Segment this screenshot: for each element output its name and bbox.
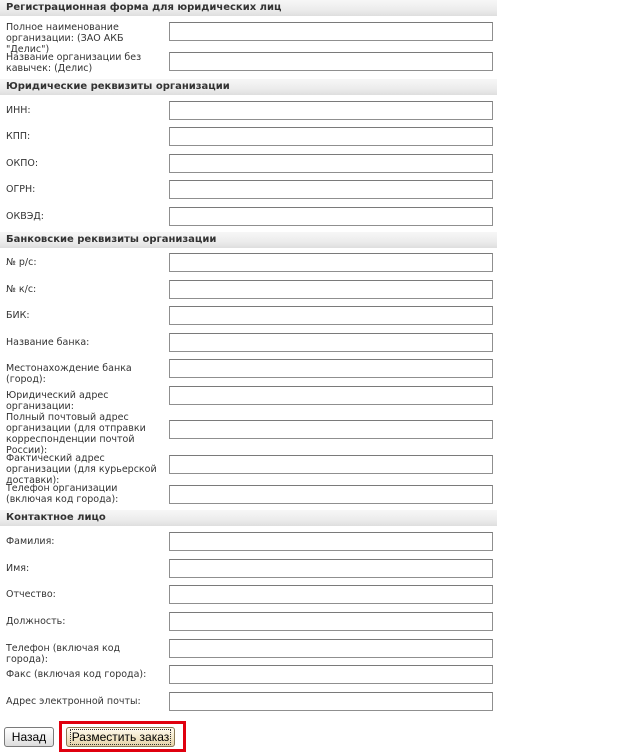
- label-legal-address: Юридический адрес организации:: [6, 390, 109, 412]
- label-postal-address: Полный почтовый адрес организации (для отправки корреспонденции почтой России):: [6, 412, 146, 456]
- label-okpo: ОКПО:: [6, 158, 39, 169]
- corr-account-input[interactable]: [169, 280, 493, 299]
- full-name-input[interactable]: [169, 22, 493, 41]
- label-actual-address: Фактический адрес организации (для курьерской доставки):: [6, 453, 157, 486]
- label-position: Должность:: [6, 616, 66, 627]
- position-input[interactable]: [169, 612, 493, 631]
- actual-address-input[interactable]: [169, 455, 493, 474]
- ogrn-input[interactable]: [169, 180, 493, 199]
- section-header-contact: Контактное лицо: [0, 510, 497, 526]
- patronymic-input[interactable]: [169, 585, 493, 604]
- label-org-phone: Телефон организации (включая код города):: [6, 483, 119, 505]
- fax-input[interactable]: [169, 665, 493, 684]
- label-account: № р/с:: [6, 257, 37, 268]
- label-short-name: Название организации без кавычек: (Делис): [6, 52, 142, 74]
- email-input[interactable]: [169, 692, 493, 711]
- label-first-name: Имя:: [6, 563, 30, 574]
- short-name-input[interactable]: [169, 52, 493, 71]
- phone-input[interactable]: [169, 639, 493, 658]
- section-header-registration: Регистрационная форма для юридических лиц: [0, 0, 497, 16]
- legal-address-input[interactable]: [169, 386, 493, 405]
- account-input[interactable]: [169, 253, 493, 272]
- label-corr-account: № к/с:: [6, 284, 37, 295]
- last-name-input[interactable]: [169, 532, 493, 551]
- label-bank-name: Название банка:: [6, 337, 90, 348]
- kpp-input[interactable]: [169, 127, 493, 146]
- inn-input[interactable]: [169, 101, 493, 120]
- label-okved: ОКВЭД:: [6, 211, 44, 222]
- label-ogrn: ОГРН:: [6, 184, 36, 195]
- first-name-input[interactable]: [169, 559, 493, 578]
- label-patronymic: Отчество:: [6, 589, 56, 600]
- place-order-label: Разместить заказ: [71, 730, 170, 744]
- back-button[interactable]: Назад: [4, 727, 54, 747]
- label-bank-city: Местонахождение банка (город):: [6, 363, 132, 385]
- label-full-name: Полное наименование организации: (ЗАО АКБ "Делис"): [6, 22, 124, 55]
- label-last-name: Фамилия:: [6, 536, 55, 547]
- org-phone-input[interactable]: [169, 485, 493, 504]
- place-order-button[interactable]: [66, 727, 175, 747]
- label-inn: ИНН:: [6, 105, 31, 116]
- postal-address-input[interactable]: [169, 420, 493, 439]
- okpo-input[interactable]: [169, 154, 493, 173]
- label-kpp: КПП:: [6, 131, 31, 142]
- bank-name-input[interactable]: [169, 333, 493, 352]
- section-header-bank: Банковские реквизиты организации: [0, 232, 497, 248]
- bik-input[interactable]: [169, 306, 493, 325]
- label-email: Адрес электронной почты:: [6, 696, 141, 707]
- label-bik: БИК:: [6, 310, 30, 321]
- section-header-legal: Юридические реквизиты организации: [0, 79, 497, 95]
- label-phone: Телефон (включая код города):: [6, 643, 121, 665]
- label-fax: Факс (включая код города):: [6, 669, 147, 680]
- okved-input[interactable]: [169, 207, 493, 226]
- bank-city-input[interactable]: [169, 359, 493, 378]
